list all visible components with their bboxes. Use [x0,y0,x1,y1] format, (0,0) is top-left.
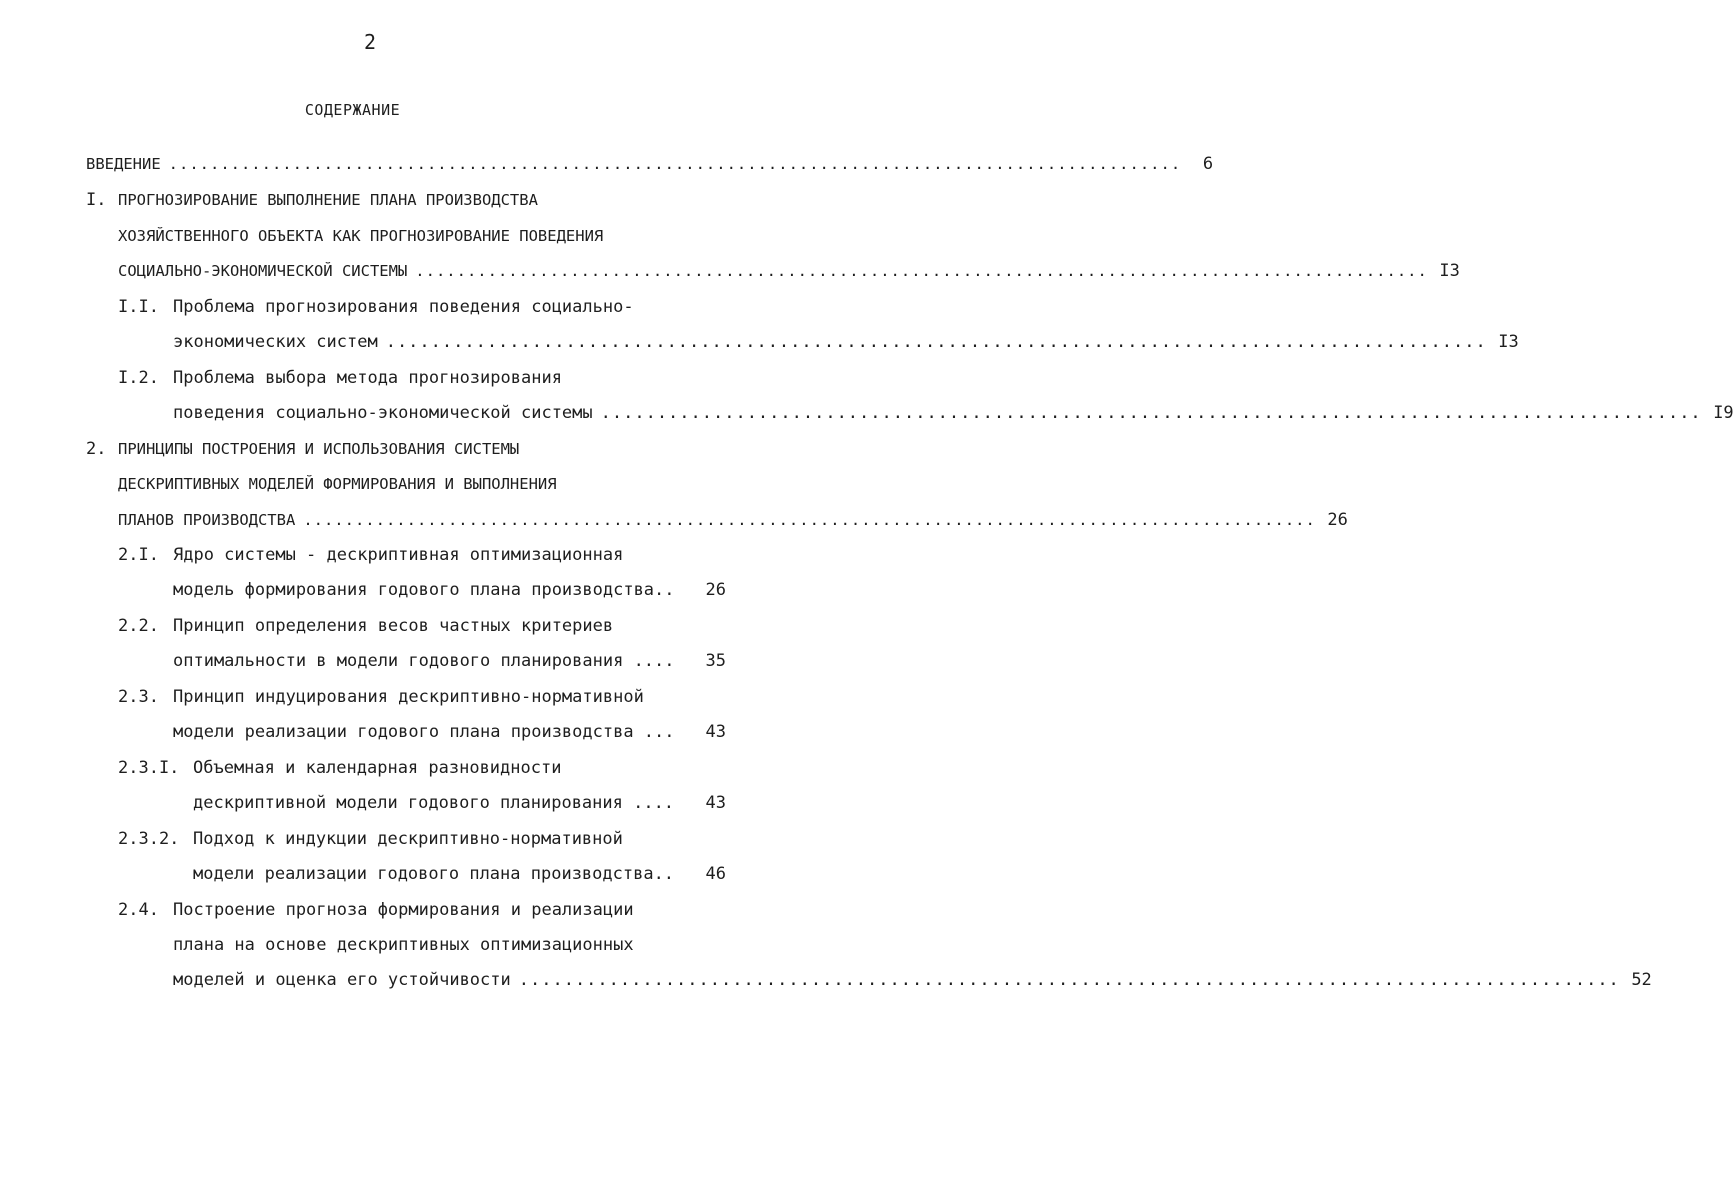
page-title: СОДЕРЖАНИЕ [304,101,401,119]
leader-dots: .................................................................................................. [303,511,1316,529]
toc-entry-title: экономических систем [173,332,378,352]
toc-entry-title: ПЛАНОВ ПРОИЗВОДСТВА [118,511,296,529]
toc-entry-title: оптимальности в модели годового планирования .... [173,651,675,671]
toc-page-number: 35 [705,651,726,671]
toc-entry-title: Проблема прогнозирования поведения социально- [173,297,634,317]
toc-entry-title: ПРИНЦИПЫ ПОСТРОЕНИЯ И ИСПОЛЬЗОВАНИЯ СИСТЕМЫ [118,440,520,458]
toc-page-number: I9 [1713,403,1734,423]
leader-dots: .................................................................................................. [415,262,1428,280]
toc-entry-title: ВВЕДЕНИЕ [86,155,161,173]
toc-entry-1-1 [173,330,1519,354]
toc-entry-title: Принцип определения весов частных критериев [173,616,614,636]
toc-entry-title: Объемная и календарная разновидности [193,758,562,778]
toc-entry-2-3-2 [193,862,726,886]
toc-entry-title: Ядро системы - дескриптивная оптимизационная [173,545,624,565]
toc-entry-number: I. [86,190,107,210]
toc-entry-title: ПРОГНОЗИРОВАНИЕ ВЫПОЛНЕНИЕ ПЛАНА ПРОИЗВОДСТВА [118,191,538,209]
toc-page-number: 6 [1202,154,1214,174]
toc-entry-2-4 [173,968,1652,992]
toc-entry-title: модели реализации годового плана производства ... [173,722,675,742]
toc-entry-title: СОЦИАЛЬНО-ЭКОНОМИЧЕСКОЙ СИСТЕМЫ [118,262,408,280]
leader-dots: .................................................................................................. [168,155,1182,173]
toc-page-number: 43 [705,793,726,813]
page-number: 2 [363,30,377,54]
toc-page-number: 46 [705,864,726,884]
toc-entry-number: I.I. [118,297,159,317]
toc-entry-chapter-1 [118,259,1460,283]
toc-entry-title: модель формирования годового плана производства.. [173,580,675,600]
leader-dots: .................................................................................................. [600,403,1702,423]
toc-entry-title: плана на основе дескриптивных оптимизационных [173,935,634,955]
toc-entry-title: поведения социально-экономической системы [173,403,593,423]
toc-page-number: I3 [1498,332,1519,352]
toc-entry-2-3 [173,720,726,744]
toc-entry-title: дескриптивной модели годового планирования .... [193,793,675,813]
toc-page-number: 52 [1631,970,1652,990]
toc-entry-1-2 [173,401,1734,425]
toc-entry-title: Принцип индуцирования дескриптивно-нормативной [173,687,644,707]
toc-entry-number: 2.4. [118,900,159,920]
toc-entry-chapter-2 [118,508,1348,532]
toc-entry-title: Подход к индукции дескриптивно-нормативной [193,829,623,849]
toc-entry-title: ДЕСКРИПТИВНЫХ МОДЕЛЕЙ ФОРМИРОВАНИЯ И ВЫПОЛНЕНИЯ [118,475,557,493]
toc-entry-2-2 [173,649,726,673]
toc-entry-title: модели реализации годового плана производства.. [193,864,675,884]
toc-entry-introduction [86,152,1214,176]
toc-page-number: 26 [1327,510,1348,530]
toc-entry-title: Построение прогноза формирования и реализации [173,900,634,920]
toc-entry-number: 2.3. [118,687,159,707]
toc-entry-number: I.2. [118,368,159,388]
toc-entry-number: 2.I. [118,545,159,565]
toc-entry-title: моделей и оценка его устойчивости [173,970,511,990]
toc-entry-number: 2.3.2. [118,829,180,849]
toc-entry-title: ХОЗЯЙСТВЕННОГО ОБЪЕКТА КАК ПРОГНОЗИРОВАНИЕ ПОВЕДЕНИЯ [118,227,604,245]
toc-page-number: I3 [1439,261,1460,281]
toc-page-number: 26 [705,580,726,600]
toc-entry-number: 2. [86,439,107,459]
toc-page-number: 43 [705,722,726,742]
toc-entry-number: 2.3.I. [118,758,180,778]
toc-entry-title: Проблема выбора метода прогнозирования [173,368,562,388]
leader-dots: .................................................................................................. [518,970,1620,990]
toc-entry-2-3-1 [193,791,726,815]
toc-entry-2-1 [173,578,726,602]
toc-entry-number: 2.2. [118,616,159,636]
leader-dots: .................................................................................................. [385,332,1487,352]
